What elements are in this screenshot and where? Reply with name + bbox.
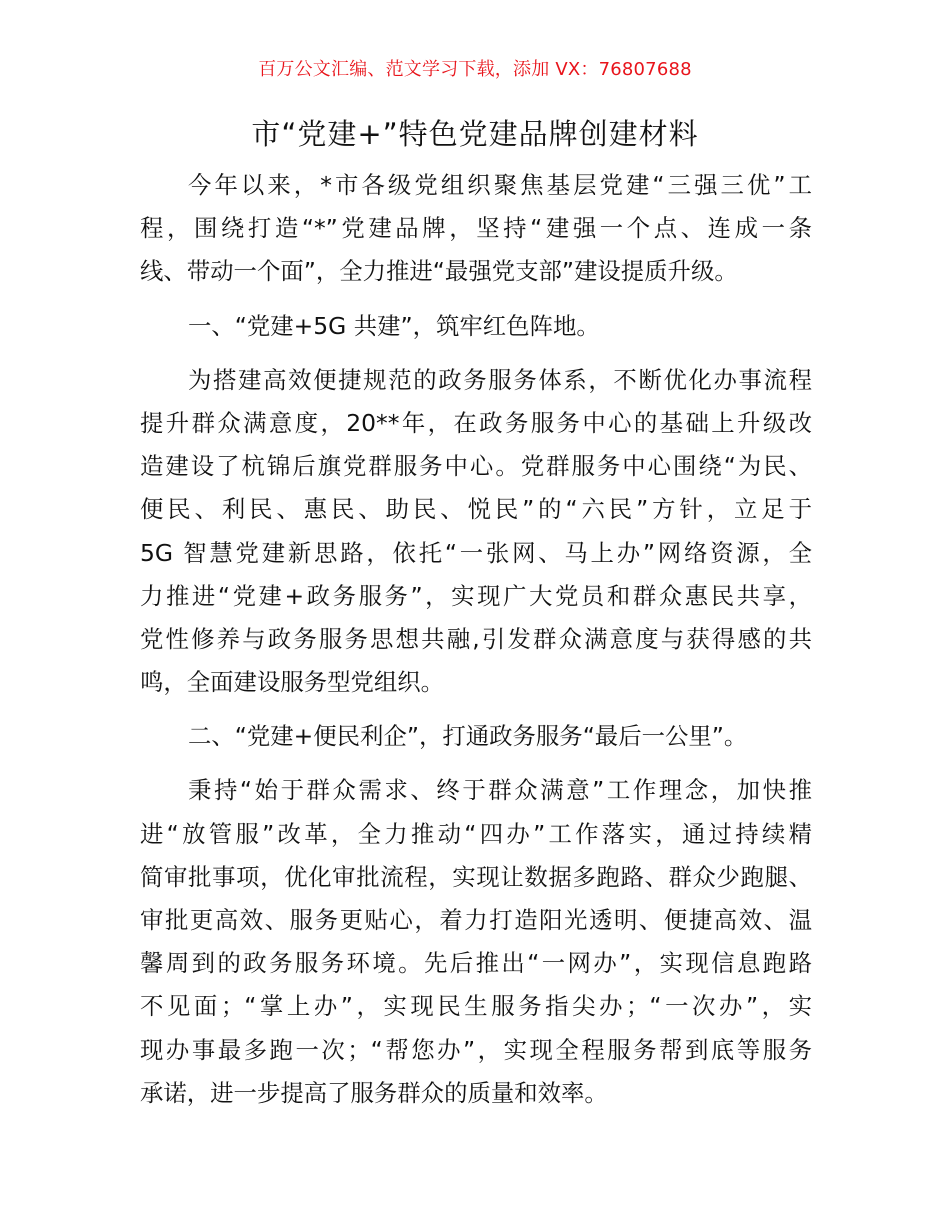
text-line: 不见面；“掌上办”，实现民生服务指尖办；“一次办”，实 <box>140 992 812 1021</box>
text-line: 线、带动一个面”，全力推进“最强党支部”建设提质升级。 <box>140 257 738 286</box>
text-line: 党性修养与政务服务思想共融,引发群众满意度与获得感的共 <box>140 624 812 653</box>
watermark-header: 百万公文汇编、范文学习下载，添加 VX：76807688 <box>258 59 692 80</box>
text-line: 造建设了杭锦后旗党群服务中心。党群服务中心围绕“为民、 <box>140 452 812 481</box>
text-line: 承诺，进一步提高了服务群众的质量和效率。 <box>140 1078 608 1107</box>
text-line: 5G 智慧党建新思路，依托“一张网、马上办”网络资源，全 <box>140 538 812 567</box>
heading-line: 二、“党建+便民利企”，打通政务服务“最后一公里”。 <box>188 722 748 751</box>
text-line: 审批更高效、服务更贴心，着力打造阳光透明、便捷高效、温 <box>140 906 812 934</box>
paragraph-section-1 <box>140 359 812 705</box>
text-line: 为搭建高效便捷规范的政务服务体系，不断优化办事流程 <box>188 365 812 394</box>
section-heading-2 <box>140 715 812 758</box>
section-heading-1 <box>140 305 812 348</box>
text-line: 力推进“党建+政务服务”，实现广大党员和群众惠民共享， <box>140 581 812 610</box>
text-line: 简审批事项，优化审批流程，实现让数据多跑路、群众少跑腿、 <box>140 862 812 891</box>
text-line: 提升群众满意度，20**年，在政务服务中心的基础上升级改 <box>140 408 812 437</box>
text-line: 进“放管服”改革，全力推动“四办”工作落实，通过持续精 <box>140 819 812 848</box>
text-line: 现办事最多跑一次；“帮您办”，实现全程服务帮到底等服务 <box>140 1035 812 1064</box>
text-line: 馨周到的政务服务环境。先后推出“一网办”，实现信息跑路 <box>140 949 812 978</box>
text-line: 今年以来，*市各级党组织聚焦基层党建“三强三优”工 <box>188 171 812 199</box>
paragraph-section-2 <box>140 769 812 1115</box>
document-title: 市“党建+”特色党建品牌创建材料 <box>251 117 699 151</box>
document-body <box>140 164 812 1115</box>
text-line: 程，围绕打造“*”党建品牌，坚持“建强一个点、连成一条 <box>140 214 812 243</box>
text-line: 便民、利民、惠民、助民、悦民”的“六民”方针，立足于 <box>140 495 812 524</box>
text-line: 鸣，全面建设服务型党组织。 <box>140 668 445 697</box>
paragraph-intro <box>140 164 812 294</box>
heading-line: 一、“党建+5G 共建”，筑牢红色阵地。 <box>188 311 600 340</box>
text-line: 秉持“始于群众需求、终于群众满意”工作理念，加快推 <box>188 776 812 805</box>
